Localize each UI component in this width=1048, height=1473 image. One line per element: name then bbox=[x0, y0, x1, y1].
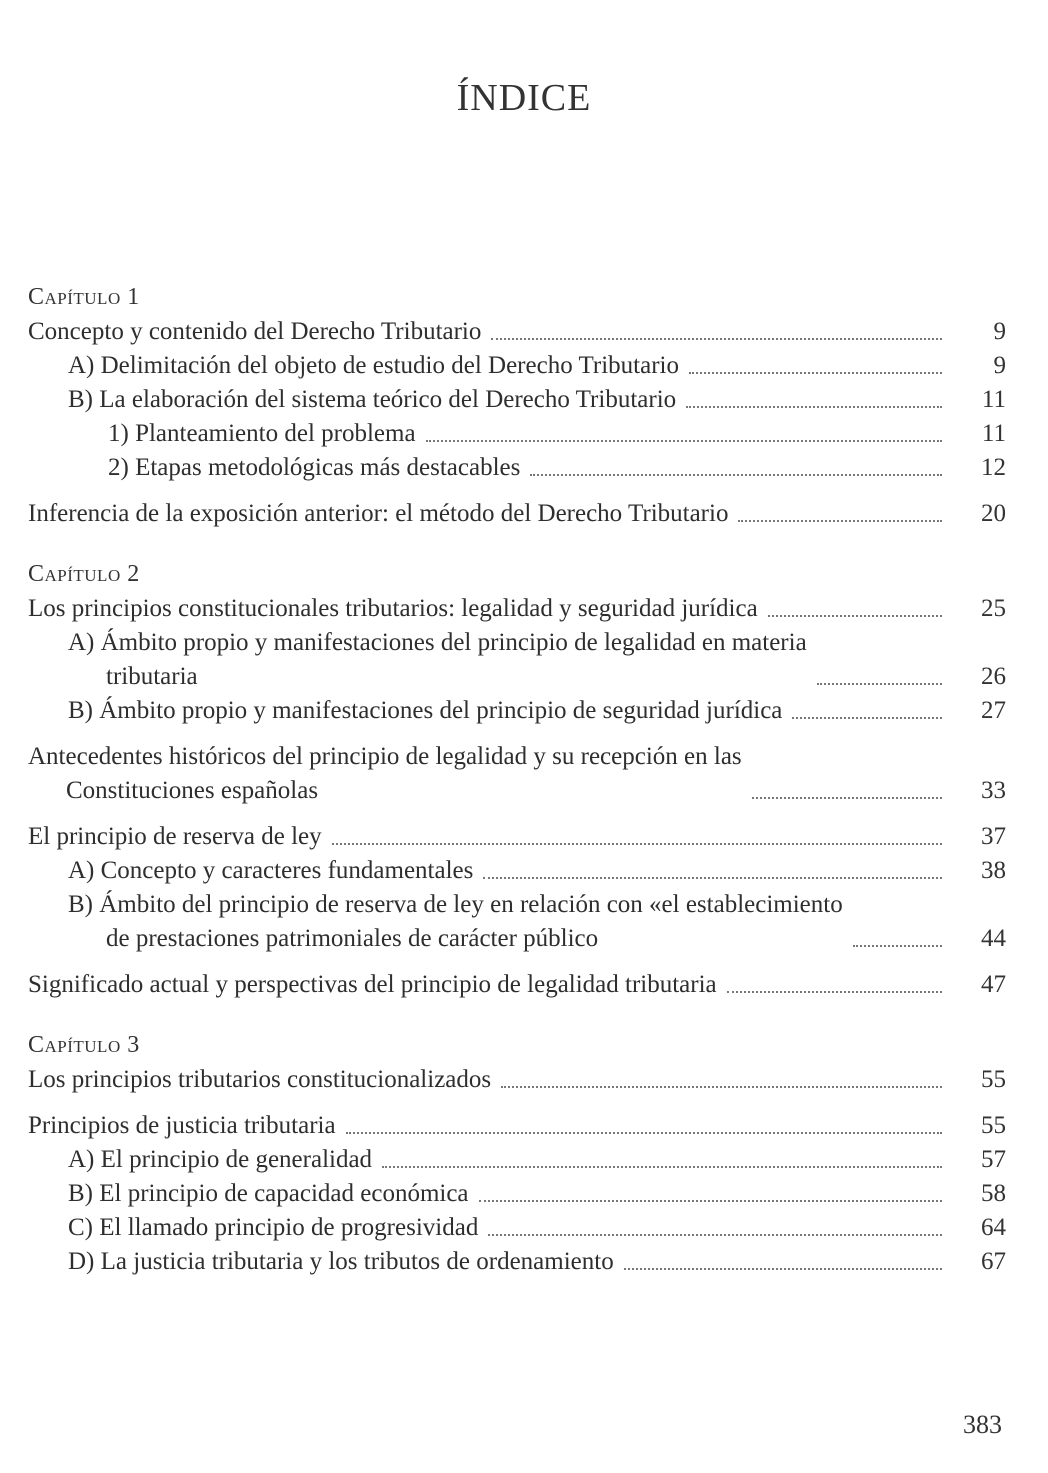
toc-entry bbox=[28, 1245, 1010, 1279]
dot-leader bbox=[382, 1166, 942, 1168]
toc-entry-continuation: Constituciones españolas bbox=[66, 777, 319, 804]
page-number: 383 bbox=[963, 1410, 1002, 1439]
toc-entry-page: 44 bbox=[981, 925, 1006, 952]
toc-entry-text: B) El principio de capacidad económica bbox=[68, 1180, 469, 1207]
toc-entry-page: 64 bbox=[981, 1214, 1006, 1241]
toc-entry bbox=[28, 383, 1010, 417]
dot-leader bbox=[483, 877, 942, 879]
toc-entry-page: 26 bbox=[981, 663, 1006, 690]
dot-leader bbox=[689, 372, 942, 374]
dot-leader bbox=[792, 717, 942, 719]
toc-entry bbox=[28, 592, 1010, 626]
toc-entry-page: 27 bbox=[981, 697, 1006, 724]
toc-entry-text: B) Ámbito propio y manifestaciones del principio de seguridad jurídica bbox=[68, 697, 783, 724]
toc-entry bbox=[28, 740, 1010, 808]
toc-entry bbox=[28, 1143, 1010, 1177]
dot-leader bbox=[817, 683, 942, 685]
toc-entry-page: 11 bbox=[981, 386, 1006, 413]
toc-entry-line: A) Ámbito propio y manifestaciones del principio de legalidad en materia bbox=[68, 629, 807, 656]
toc-entry-text: A) Concepto y caracteres fundamentales bbox=[68, 857, 474, 884]
toc-entry bbox=[28, 497, 1010, 531]
toc-entry bbox=[28, 1211, 1010, 1245]
toc-entry-page: 38 bbox=[981, 857, 1006, 884]
dot-leader bbox=[624, 1268, 942, 1270]
dot-leader bbox=[530, 474, 942, 476]
dot-leader bbox=[488, 1234, 942, 1236]
dot-leader bbox=[738, 520, 942, 522]
toc-entry-text: Los principios constitucionales tributarios: legalidad y seguridad jurídica bbox=[28, 595, 758, 622]
dot-leader bbox=[426, 440, 942, 442]
toc-entry-text bbox=[28, 740, 742, 808]
toc-entry bbox=[28, 694, 1010, 728]
toc-entry-text: Los principios tributarios constitucionalizados bbox=[28, 1066, 492, 1093]
dot-leader bbox=[686, 406, 942, 408]
toc-entry-text: 1) Planteamiento del problema bbox=[108, 420, 416, 447]
toc-entry-line: Antecedentes históricos del principio de legalidad y su recepción en las bbox=[28, 743, 742, 770]
toc-entry-page: 33 bbox=[981, 777, 1006, 804]
toc-entry-continuation: tributaria bbox=[106, 663, 198, 690]
toc-entry-text: 2) Etapas metodológicas más destacables bbox=[108, 454, 521, 481]
toc-entry bbox=[28, 1109, 1010, 1143]
toc-entry-text: Principios de justicia tributaria bbox=[28, 1112, 336, 1139]
toc-entry bbox=[28, 854, 1010, 888]
toc-entry-text bbox=[68, 888, 843, 956]
toc-entry-page: 57 bbox=[981, 1146, 1006, 1173]
toc-entry bbox=[28, 968, 1010, 1002]
dot-leader bbox=[332, 843, 942, 845]
dot-leader bbox=[491, 338, 942, 340]
chapter-3-label: Capítulo 3 bbox=[28, 1032, 140, 1058]
toc-entry-page: 11 bbox=[981, 420, 1006, 447]
toc-entry-continuation: de prestaciones patrimoniales de carácter público bbox=[106, 925, 599, 952]
toc-entry bbox=[28, 349, 1010, 383]
dot-leader bbox=[727, 991, 942, 993]
toc-entry-text: Significado actual y perspectivas del principio de legalidad tributaria bbox=[28, 971, 717, 998]
dot-leader bbox=[752, 797, 942, 799]
toc-entry bbox=[28, 820, 1010, 854]
toc-entry-page: 9 bbox=[993, 352, 1006, 379]
toc-entry-page: 67 bbox=[981, 1248, 1006, 1275]
toc-entry-text: D) La justicia tributaria y los tributos de ordenamiento bbox=[68, 1248, 614, 1275]
toc-entry-page: 25 bbox=[981, 595, 1006, 622]
toc-entry-page: 37 bbox=[981, 823, 1006, 850]
page-title: ÍNDICE bbox=[456, 77, 592, 119]
toc-entry bbox=[28, 1177, 1010, 1211]
toc-entry bbox=[28, 417, 1010, 451]
dot-leader bbox=[346, 1132, 942, 1134]
toc-entry-text: B) La elaboración del sistema teórico del Derecho Tributario bbox=[68, 386, 677, 413]
toc-entry-page: 58 bbox=[981, 1180, 1006, 1207]
toc-entry-page: 47 bbox=[981, 971, 1006, 998]
toc-entry-line: B) Ámbito del principio de reserva de ley en relación con «el establecimiento bbox=[68, 891, 843, 918]
chapter-1-label: Capítulo 1 bbox=[28, 284, 140, 310]
dot-leader bbox=[853, 945, 942, 947]
dot-leader bbox=[479, 1200, 942, 1202]
toc-entry-text: A) El principio de generalidad bbox=[68, 1146, 373, 1173]
toc-entry-text bbox=[68, 626, 807, 694]
chapter-2-label: Capítulo 2 bbox=[28, 561, 140, 587]
toc-entry-text: A) Delimitación del objeto de estudio del Derecho Tributario bbox=[68, 352, 679, 379]
toc-entry-page: 55 bbox=[981, 1112, 1006, 1139]
toc-entry-text: C) El llamado principio de progresividad bbox=[68, 1214, 479, 1241]
toc-entry-text: El principio de reserva de ley bbox=[28, 823, 322, 850]
toc-entry-page: 12 bbox=[981, 454, 1006, 481]
toc-entry bbox=[28, 315, 1010, 349]
toc-entry-text: Concepto y contenido del Derecho Tributario bbox=[28, 318, 482, 345]
toc-entry-text: Inferencia de la exposición anterior: el método del Derecho Tributario bbox=[28, 500, 729, 527]
dot-leader bbox=[501, 1086, 942, 1088]
toc-entry bbox=[28, 888, 1010, 956]
toc-entry bbox=[28, 1063, 1010, 1097]
toc-entry bbox=[28, 626, 1010, 694]
toc-entry-page: 55 bbox=[981, 1066, 1006, 1093]
toc-entry-page: 20 bbox=[981, 500, 1006, 527]
toc-entry bbox=[28, 451, 1010, 485]
table-of-contents bbox=[28, 284, 1010, 1279]
toc-entry-page: 9 bbox=[993, 318, 1006, 345]
dot-leader bbox=[768, 615, 942, 617]
